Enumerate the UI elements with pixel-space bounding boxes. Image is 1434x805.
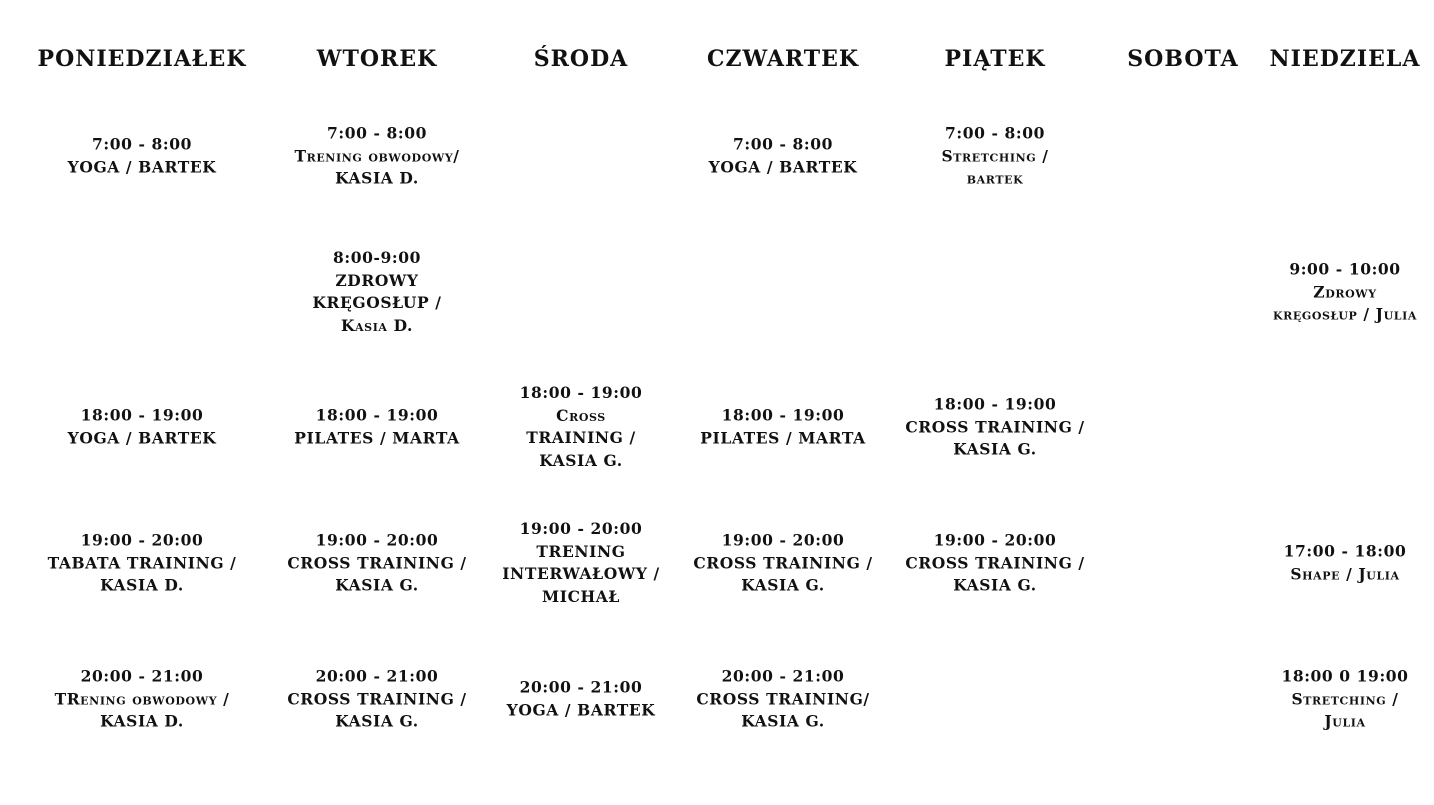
class-time: 17:00 - 18:00 bbox=[1283, 541, 1407, 561]
day-header-friday: PIĄTEK bbox=[944, 46, 1046, 72]
class-entry bbox=[269, 665, 485, 733]
class-entry bbox=[24, 665, 260, 733]
class-time: 18:00 - 19:00 bbox=[315, 405, 439, 425]
class-time: 19:00 - 20:00 bbox=[315, 530, 439, 550]
class-entry bbox=[920, 122, 1070, 190]
class-time: 18:00 0 19:00 bbox=[1281, 666, 1409, 686]
class-entry bbox=[267, 405, 487, 450]
class-name: CROSS TRAINING/ KASIA G. bbox=[696, 688, 870, 731]
class-name: TABATA TRAINING / KASIA D. bbox=[47, 552, 237, 595]
class-entry bbox=[42, 134, 242, 179]
class-entry bbox=[887, 529, 1103, 597]
day-header-wednesday: ŚRODA bbox=[533, 46, 629, 72]
class-entry bbox=[683, 134, 883, 179]
class-entry bbox=[683, 529, 883, 597]
class-entry bbox=[887, 393, 1103, 461]
class-entry bbox=[1270, 258, 1420, 326]
class-time: 20:00 - 21:00 bbox=[519, 677, 643, 697]
day-header-saturday: SOBOTA bbox=[1127, 46, 1239, 72]
class-name: TRENING INTERWAŁOWY / MICHAŁ bbox=[502, 541, 660, 606]
class-name: TRening obwodowy / KASIA D. bbox=[54, 688, 230, 731]
class-name: YOGA / BARTEK bbox=[67, 428, 217, 447]
class-entry bbox=[483, 518, 679, 608]
class-entry bbox=[27, 529, 257, 597]
class-name: YOGA / BARTEK bbox=[506, 700, 656, 719]
class-time: 7:00 - 8:00 bbox=[945, 123, 1045, 143]
class-entry bbox=[42, 405, 242, 450]
class-name: Stretching / bartek bbox=[941, 145, 1049, 188]
class-entry bbox=[1270, 665, 1420, 733]
class-entry bbox=[1260, 541, 1430, 586]
class-time: 18:00 - 19:00 bbox=[80, 405, 204, 425]
day-header-thursday: CZWARTEK bbox=[706, 46, 860, 72]
class-name: Stretching / Julia bbox=[1291, 688, 1399, 731]
class-name: CROSS TRAINING / KASIA G. bbox=[287, 552, 467, 595]
class-time: 18:00 - 19:00 bbox=[519, 383, 643, 402]
class-name: PILATES / MARTA bbox=[700, 428, 866, 447]
class-time: 20:00 - 21:00 bbox=[721, 666, 845, 686]
class-time: 19:00 - 20:00 bbox=[80, 530, 204, 550]
class-name: ZDROWY KRĘGOSŁUP / Kasia D. bbox=[312, 270, 442, 335]
class-entry bbox=[673, 405, 893, 450]
class-entry bbox=[297, 247, 457, 337]
class-name: CROSS TRAINING / KASIA G. bbox=[905, 552, 1085, 595]
class-time: 20:00 - 21:00 bbox=[80, 666, 204, 686]
class-time: 19:00 - 20:00 bbox=[721, 530, 845, 550]
class-name: Trening obwodowy/ KASIA D. bbox=[294, 145, 460, 188]
class-name: YOGA / BARTEK bbox=[67, 157, 217, 176]
class-name: CROSS TRAINING / KASIA G. bbox=[905, 416, 1085, 459]
class-name: Shape / Julia bbox=[1290, 564, 1400, 583]
class-time: 7:00 - 8:00 bbox=[733, 134, 833, 154]
class-time: 18:00 - 19:00 bbox=[933, 394, 1057, 414]
class-name: Zdrowy kręgosłup / Julia bbox=[1272, 281, 1418, 324]
class-time: 18:00 - 19:00 bbox=[721, 405, 845, 425]
class-entry bbox=[279, 122, 475, 190]
class-time: 19:00 - 20:00 bbox=[519, 519, 643, 538]
day-header-sunday: NIEDZIELA bbox=[1269, 46, 1421, 72]
class-time: 9:00 - 10:00 bbox=[1289, 259, 1401, 279]
class-entry bbox=[685, 665, 881, 733]
class-time: 7:00 - 8:00 bbox=[92, 134, 192, 154]
class-time: 7:00 - 8:00 bbox=[327, 123, 427, 143]
class-name: CROSS TRAINING / KASIA G. bbox=[287, 688, 467, 731]
day-header-monday: PONIEDZIAŁEK bbox=[37, 46, 247, 72]
class-time: 8:00-9:00 bbox=[333, 248, 421, 267]
class-time: 19:00 - 20:00 bbox=[933, 530, 1057, 550]
class-name: YOGA / BARTEK bbox=[708, 157, 858, 176]
class-name: Cross TRAINING / KASIA G. bbox=[526, 405, 636, 470]
class-entry bbox=[277, 529, 477, 597]
class-entry bbox=[483, 677, 679, 722]
class-entry bbox=[511, 382, 651, 472]
day-header-tuesday: WTOREK bbox=[316, 46, 438, 72]
class-name: PILATES / MARTA bbox=[294, 428, 460, 447]
class-time: 20:00 - 21:00 bbox=[315, 666, 439, 686]
class-name: CROSS TRAINING / KASIA G. bbox=[693, 552, 873, 595]
